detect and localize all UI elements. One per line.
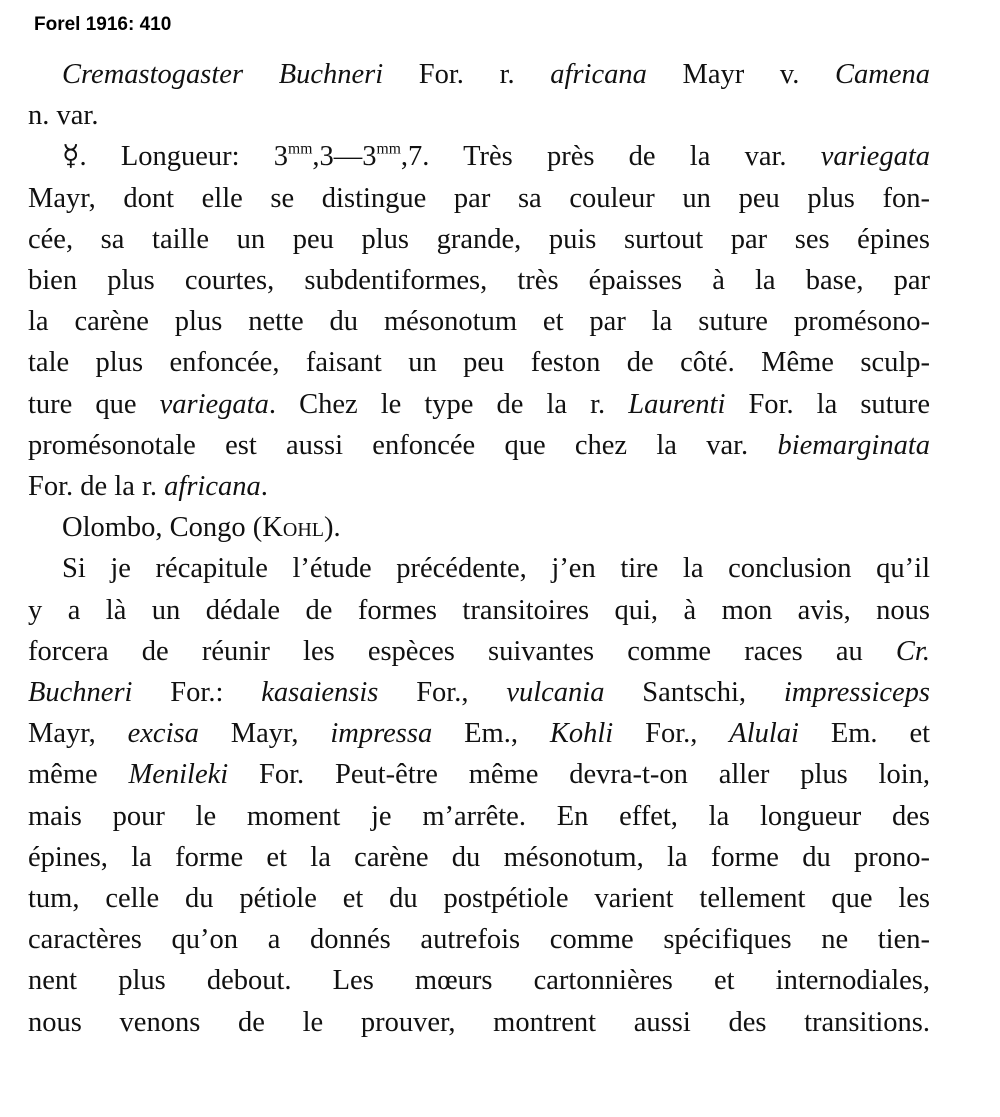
description-line: cée, sa taille un peu plus grande, puis surtout par ses épines: [28, 223, 930, 255]
species-name: Buchneri: [28, 677, 133, 709]
variety-name: Camena: [835, 59, 930, 90]
locality-line: Olombo, Congo (Kohl).: [62, 512, 341, 544]
genus-abbreviation: Cr.: [895, 635, 930, 667]
genus-name: Cremastogaster: [62, 59, 244, 90]
taxon-name: Kohli: [549, 718, 614, 750]
discussion-line: Si je récapitule l’étude précédente, j’en tire la conclusion qu’il: [62, 553, 930, 585]
taxon-name: vulcania: [506, 677, 605, 709]
taxon-name: Alulai: [729, 718, 799, 750]
description-line: bien plus courtes, subdentiformes, très épaisses à la base, par: [28, 265, 930, 297]
race-name: africana: [164, 471, 261, 503]
discussion-line: y a là un dédale de formes transitoires qui, à mon avis, nous: [28, 594, 930, 626]
discussion-line: même Menileki For. Peut-être même devra-t-on aller plus loin,: [28, 759, 930, 791]
worker-sign-icon: ☿: [62, 141, 80, 173]
discussion-line: Mayr, excisa Mayr, impressa Em., Kohli For., Alulai Em. et: [28, 718, 930, 750]
taxon-heading-line: n. var.: [28, 100, 99, 132]
discussion-line: nent plus debout. Les mœurs cartonnières et internodiales,: [28, 965, 930, 997]
page-citation-header: Forel 1916: 410: [34, 14, 172, 35]
discussion-line: tum, celle du pétiole et du postpétiole varient tellement que les: [28, 883, 930, 915]
race-name: Laurenti: [628, 388, 726, 420]
description-line: For. de la r. africana.: [28, 471, 268, 503]
page-text: [28, 54, 930, 1043]
taxon-name: kasaiensis: [261, 677, 379, 709]
taxon-name: impressiceps: [783, 677, 930, 709]
description-line: ture que variegata. Chez le type de la r. Laurenti For. la suture: [28, 388, 930, 420]
discussion-line: caractères qu’on a donnés autrefois comme spécifiques ne tien-: [28, 924, 930, 956]
description-line: ☿. Longueur: $3^{mm},3—3^{mm},7$. Très près de la var. variegata: [62, 140, 930, 173]
discussion-line: forcera de réunir les espèces suivantes comme races au Cr.: [28, 635, 930, 667]
collector-name: Kohl: [262, 512, 324, 544]
taxon-name: impressa: [330, 718, 433, 750]
discussion-line: épines, la forme et la carène du mésonotum, la forme du prono-: [28, 841, 930, 873]
description-line: Mayr, dont elle se distingue par sa couleur un peu plus fon-: [28, 182, 930, 214]
discussion-line: mais pour le moment je m’arrête. En effet, la longueur des: [28, 800, 930, 832]
taxon-heading-line: Cremastogaster Buchneri For. r. africana Mayr v. Camena: [62, 59, 930, 90]
variety-name: variegata: [159, 388, 269, 420]
description-line: tale plus enfoncée, faisant un peu feston de côté. Même sculp-: [28, 347, 930, 379]
discussion-line: nous venons de le prouver, montrent aussi des transitions.: [28, 1006, 930, 1038]
race-name: africana: [550, 59, 647, 90]
taxon-name: excisa: [127, 718, 199, 750]
discussion-line: Buchneri For.: kasaiensis For., vulcania Santschi, impressiceps: [28, 677, 930, 709]
description-line: promésonotale est aussi enfoncée que chez la var. biemarginata: [28, 429, 930, 461]
variety-name: biemarginata: [777, 429, 930, 461]
variety-name: variegata: [820, 141, 930, 173]
description-line: la carène plus nette du mésonotum et par la suture promésono-: [28, 306, 930, 338]
taxon-name: Menileki: [128, 759, 229, 791]
species-name: Buchneri: [278, 59, 384, 90]
